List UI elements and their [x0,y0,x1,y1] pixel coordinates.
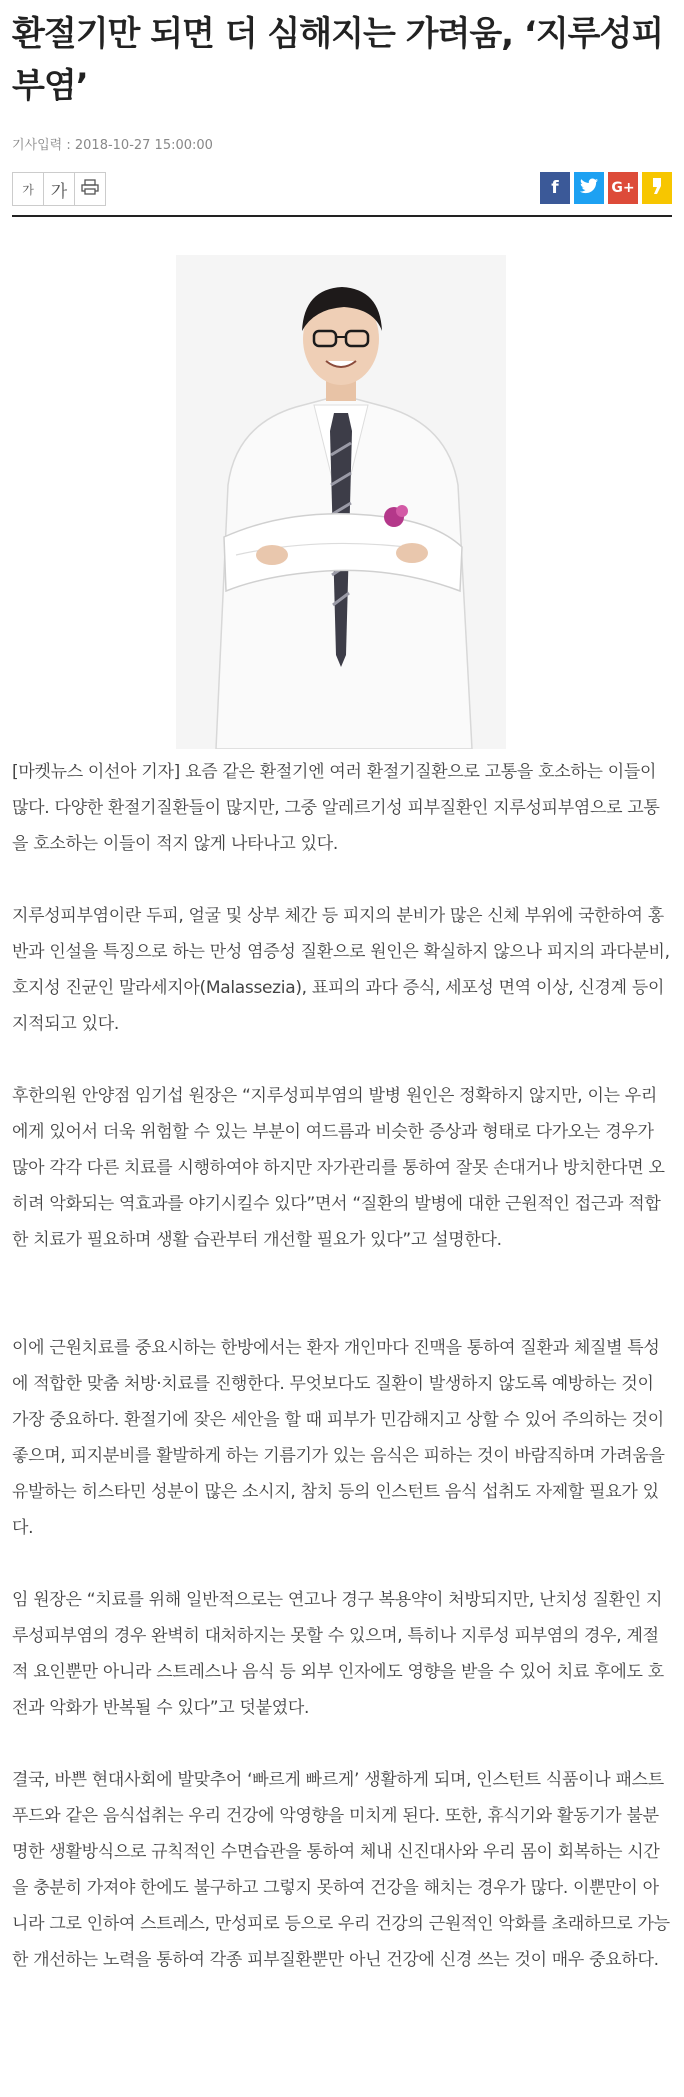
article-paragraph: 결국, 바쁜 현대사회에 발맞추어 ‘빠르게 빠르게’ 생활하게 되며, 인스턴트 식품이나 패스트푸드와 같은 음식섭취는 우리 건강에 악영향을 미치게 된다. 또한, 휴식기와 활동기가 불분명한 생활방식으로 규칙적인 수면습관을 통하여 체내 신진대사와 우리 몸이 회복하는 시간을 충분히 가져야 한에도 불구하고 그렇지 못하여 건강을 해치는 경우가 많다. 이뿐만이 아니라 그로 인하여 스트레스, 만성피로 등으로 우리 건강의 근원적인 악화를 초래하므로 가능한 개선하는 노력을 통하여 각종 피부질환뿐만 아닌 건강에 신경 쓰는 것이 매우 중요하다. [12,1770,670,1970]
facebook-icon: f [551,178,559,198]
kakaostory-icon [651,177,663,200]
twitter-share-button[interactable] [574,172,604,204]
article-toolbar [12,172,672,212]
article-photo [176,255,506,749]
article-date: 기사입력 : 2018-10-27 15:00:00 [12,138,213,153]
google-plus-icon: G+ [611,180,635,196]
font-size-controls [12,172,106,206]
kakaostory-share-button[interactable] [642,172,672,204]
header-divider [12,215,672,217]
article-paragraph: 후한의원 안양점 임기섭 원장은 “지루성피부염의 발병 원인은 정확하지 않지만, 이는 우리에게 있어서 더욱 위험할 수 있는 부분이 여드름과 비슷한 증상과 형태로 다가오는 경우가 많아 각각 다른 치료를 시행하여야 하지만 자가관리를 통하여 잘못 손대거나 방치한다면 오히려 악화되는 역효과를 야기시킬수 있다”면서 “질환의 발병에 대한 근원적인 접근과 적합한 치료가 필요하며 생활 습관부터 개선할 필요가 있다”고 설명한다. [12,1086,665,1250]
article-paragraph: 지루성피부염이란 두피, 얼굴 및 상부 체간 등 피지의 분비가 많은 신체 부위에 국한하여 홍반과 인설을 특징으로 하는 만성 염증성 질환으로 원인은 확실하지 않으나 피지의 과다분비, 호지성 진균인 말라세지아(Malassezia), 표피의 과다 증식, 세포성 면역 이상, 신경계 등이 지적되고 있다. [12,906,670,1034]
article-title: 환절기만 되면 더 심해지는 가려움, ‘지루성피부염’ [12,14,664,106]
printer-icon [81,179,99,199]
article-paragraph: 이에 근원치료를 중요시하는 한방에서는 환자 개인마다 진맥을 통하여 질환과 체질별 특성에 적합한 맞춤 처방·치료를 진행한다. 무엇보다도 질환이 발생하지 않도록 예방하는 것이 가장 중요하다. 환절기에 잦은 세안을 할 때 피부가 민감해지고 상할 수 있어 주의하는 것이 좋으며, 피지분비를 활발하게 하는 기름기가 있는 음식은 피하는 것이 바람직하며 가려움을 유발하는 히스타민 성분이 많은 소시지, 참치 등의 인스턴트 음식 섭취도 자제할 필요가 있다. [12,1338,665,1538]
font-decrease-button[interactable]: 가 [13,173,44,205]
article-paragraph: 임 원장은 “치료를 위해 일반적으로는 연고나 경구 복용약이 처방되지만, 난치성 질환인 지루성피부염의 경우 완벽히 대처하지는 못할 수 있으며, 특히나 지루성 피부염의 경우, 계절적 요인뿐만 아니라 스트레스나 음식 등 외부 인자에도 영향을 받을 수 있어 치료 후에도 호전과 악화가 반복될 수 있다”고 덧붙였다. [12,1590,664,1718]
share-buttons [540,172,672,204]
font-increase-button[interactable]: 가 [44,173,75,205]
facebook-share-button[interactable] [540,172,570,204]
print-button[interactable] [75,173,105,205]
twitter-icon [580,178,598,199]
google-plus-share-button[interactable] [608,172,638,204]
article-paragraph: [마켓뉴스 이선아 기자] 요즘 같은 환절기엔 여러 환절기질환으로 고통을 호소하는 이들이 많다. 다양한 환절기질환들이 많지만, 그중 알레르기성 피부질환인 지루성피부염으로 고통을 호소하는 이들이 적지 않게 나타나고 있다. [12,762,660,854]
